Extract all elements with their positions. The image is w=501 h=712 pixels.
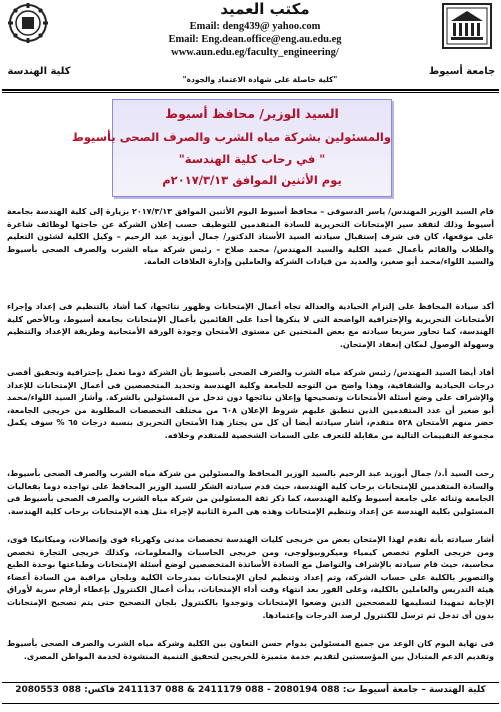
- footer-contact: كلية الهندسة – جامعة أسيوط ت: 088 2080194 - 088 2411179 & 088 2411137 فاكس: 088 2080553: [15, 685, 486, 695]
- paragraph-5: أشار سيادته بأنه تقدم لهذا الإمتحان بعض من خريجى كليات الهندسة تخصصات مدنى وكهرباء قوى وإتصالات، وميكانيكا قوى، ومن خريجى العلوم تخصص كيمياء وميكروبيولوجى، ومن خريجى الحاسبات والمعلومات، وكذلك خريجى التجارة تخصص محاسبة، حيث قام سيادته بالإشراف والتواصل مع السادة الأساتذة المتخصصين لوضع أسئلة الإمتحانات وطباعتها بوحدة الطبع والتصوير بالكلية على حساب الشركة، وتم إعداد وتنظيم لجان الإمتحانات بمدرجات الكلية وبلجان مراقبة من السادة أعضاء هيئة التدريس والعاملين بالكلية، وعلى الفور بعد انتهاء وقت أداء الإمتحانات، بدأت أعمال الكنترول بإعطاء أرقام سرية لأوراق الإجابة تمهيدا لتسليمها للمصححين الذين وضعوا الإمتحانات وتوجدوا بالكنترول بلجان التصحيح حتى يتم تصحيح الإمتحانات بدون أى تدخل ثم ترسل للكنترول لرصد الدرجات وإعتمادها.: [7, 535, 494, 620]
- paragraph-4: رحب السيد أ.د/ جمال أبوزيد عبد الرحيم بالسيد الوزير المحافظ والمسئولين من شركة مياه الشرب والصرف الصحى بأسيوط، والسادة المتقدمين للإمتحانات برحاب كلية الهندسة، حيث قدم سيادته الشكر للسيد الوزير المحافظ على تواجده دوما بفعاليات الجامعة وثنائه على جامعة أسيوط وكلية الهندسة، كما ذكر ثقة المسئولين من شركة مياه الشرب والصرف الصحى بأسيوط فى المسئولين بكلية الهندسة عن إعداد وتنظيم الإمتحانات وهذه هى المرة الثانية لإجراء مثل هذه الإمتحانات برحاب كلية الهندسة.: [7, 469, 494, 516]
- email-line-2: Email: Eng.dean.office@eng.au.edu.eg: [168, 34, 342, 45]
- paragraph-2: أكد سيادة المحافظ على إلتزام الحيادية والعدالة تجاه أعمال الإمتحانات وظهور نتائجها، كما أشاد بالتنظيم فى إعداد وإجراء الأمتحانات التحريرية والإحترافية الواضحة التى لا ينكرها أحدا على القائمين بأعمال الإمتحانات بجامعة أسيوط، وبالأخص كلية الهندسة، كما تحاور سريعا سيادته مع بعض المتحنين عن مستوى الأمتحان وجودة الورقة الأمتحانية وطريقة الإعداد والتنظيم وسهولة الوصول لمكان إنعقاد الإمتحان.: [7, 302, 494, 349]
- letterhead: [0, 0, 501, 84]
- title-line-3: " في رحاب كلية الهندسة": [178, 152, 326, 166]
- university-logo-icon: [439, 2, 495, 50]
- paragraph-6: فى نهاية اليوم كان الوعد من جميع المسئولين بدوام حسن التعاون بين الكلية وشركة مياه الشرب والصرف الصحى بأسيوط وتقديم الدعم المتبادل بين المؤسستين لتقديم خدمة متميزة للخريجين لتحقيق التنمية المنشودة لخدمة المواطن المصرى.: [7, 639, 494, 661]
- paragraph-1: قام السيد الوزير المهندس/ ياسر الدسوقى – محافظ أسيوط اليوم الأثنين الموافق ٢٠١٧/٣/١٣ بزيارة إلى كلية الهندسة بجامعة أسيوط وذلك لتفقد سير الإمتحانات التحريرية للسادة المتقدمين للتوظيف حسب إعلان الشركة عن حاجتها لوظائف شاغرة على موقعها، كان فى شرف إستقبال سيادته السيد الأستاذ الدكتور/ جمال أبوزيد عبد الرحيم – وكيل الكلية لشئون التعليم والطلاب والقائم بأعمال عميد الكلية والسيد المهندس/ محمد صلاح – رئيس شركة مياه الشرب والصرف الصحى بأسيوط والسيد اللواء/محمد أبو صغير، والعديد من قيادات الشركة والعاملين وإدارة العلاقات العامة.: [7, 207, 495, 267]
- faculty-name: كلية الهندسة: [7, 66, 71, 77]
- title-line-2: والمسئولين بشركة مياه الشرب والصرف الصحى بأسيوط: [71, 130, 391, 144]
- office-title: مكتب العميد: [220, 0, 310, 18]
- title-box: [71, 99, 392, 197]
- website-link[interactable]: www.aun.edu.eg/faculty_engineering/: [171, 47, 339, 58]
- university-name: جامعة أسيوط: [428, 66, 496, 77]
- footer-divider: [2, 682, 499, 683]
- accreditation-note: "كلية حاصلة على شهادة الاعتماد والجودة": [182, 75, 338, 84]
- footer-divider-bottom: [2, 703, 499, 704]
- header-divider-thin: [2, 92, 499, 93]
- paragraph-3: أفاد أيضا السيد المهندس/ رئيس شركة مياه الشرب والصرف الصحى بأسيوط بأن الشركة دوما تعمل بإحترافية وتحقيق أقصى درجات الحيادية والشفافية، وهذا واضح من التوجه للجامعة وكلية الهندسة وتحديد المتخصصين فى أعمال الإمتحانات للإعداد والإشراف على وضع أسئلة الأمتحانات وتصحيحها وإعلان نتائجها دون تدخل من المسئولين بالشركة. وأشار السيد اللواء/محمد أبو صغير أن عدد المتقدمين الذين تنطبق عليهم شروط الإعلان ٦٠٨ من مختلف التخصصات المطلوبة من خريجى الجامعة، حضر منهم الأمتحان ٥٢٨ متقدم، أشار سيادته أيضا أن كل من يجتاز هذا الأمتحان التحريرى بنسبة درجات ٦٥ % سوف يكمل مجموعة التقييمات التالية من مقابلة للتعرف على السمات الشخصية للمتقدم وخلافه.: [7, 368, 494, 440]
- header-divider: [2, 89, 499, 91]
- email-line-1: Email: deng439@ yahoo.com: [189, 21, 321, 32]
- title-line-4: يوم الأثنين الموافق ٢٠١٧/٣/١٣م: [162, 173, 342, 187]
- title-line-1: السيد الوزير/ محافظ أسيوط: [165, 106, 339, 121]
- faculty-logo-icon: [5, 2, 51, 44]
